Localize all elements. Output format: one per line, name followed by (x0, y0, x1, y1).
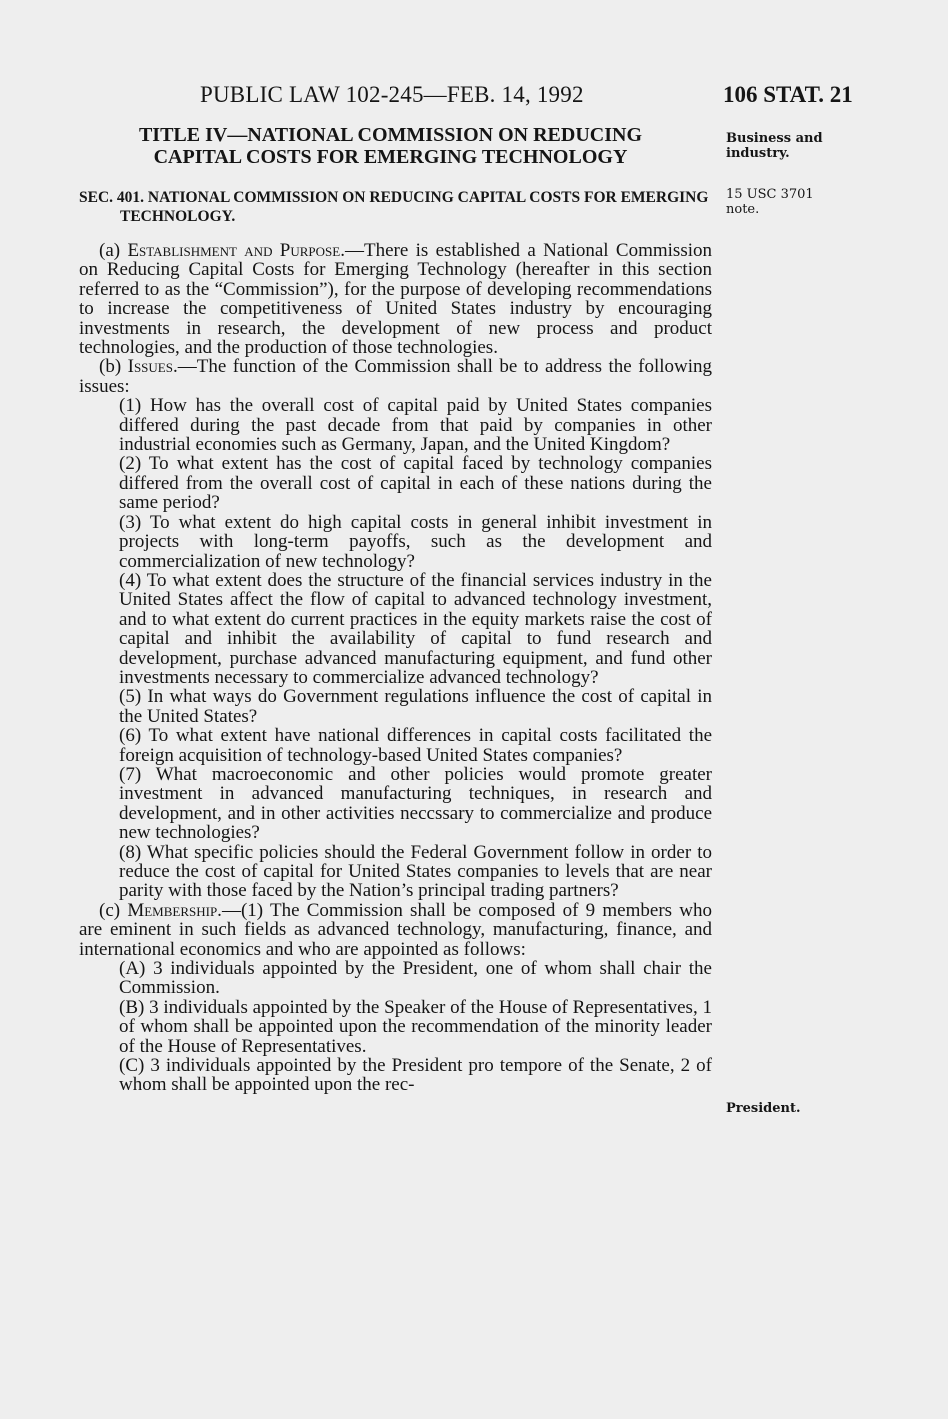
subsection-c-caption: Membership. (127, 899, 222, 921)
member-item: (B) 3 individuals appointed by the Speaker of the House of Representatives, 1 of whom shall be appointed upon the recommendation of the minority leader of the House of Representatives. (119, 996, 712, 1057)
title-heading (99, 124, 682, 168)
issue-item: (7) What macroeconomic and other policies would promote greater investment in advanced manufacturing techniques, in research and development, and in other activities neccssary to commercialize and produce new technologies? (119, 763, 712, 844)
member-item: (A) 3 individuals appointed by the President, one of whom shall chair the Commission. (119, 958, 712, 999)
margin-note-usc: 15 USC 3701 note. (726, 187, 814, 217)
body-column (79, 124, 712, 1095)
issue-item: (3) To what extent do high capital costs in general inhibit investment in projects with long-term payoffs, such as the development and commercialization of new technology? (119, 511, 712, 572)
title-line-2: CAPITAL COSTS FOR EMERGING TECHNOLOGY (153, 146, 628, 168)
issue-item: (1) How has the overall cost of capital paid by United States companies differed during the past decade from that paid by companies in other industrial economies such as Germany, Japan, and the United Kingdom? (119, 395, 712, 456)
issue-item: (5) In what ways do Government regulations influence the cost of capital in the United States? (119, 686, 712, 727)
member-item: (C) 3 individuals appointed by the President pro tempore of the Senate, 2 of whom shall be appointed upon the rec- (119, 1055, 712, 1096)
issue-item: (8) What specific policies should the Federal Government follow in order to reduce the cost of capital for United States companies to levels that are near parity with those faced by the Nation’s principal trading partners? (119, 841, 712, 902)
section-text (79, 241, 712, 1095)
subsection-a-label: (a) (99, 240, 128, 261)
subsection-b-label: (b) (99, 356, 128, 378)
subsection-c (79, 901, 712, 959)
issue-item: (4) To what extent does the structure of the financial services industry in the United States affect the flow of capital to advanced technology investment, and to what extent do current practices in the equity markets raise the cost of capital and inhibit the availability of capital to fund research and development, purchase advanced manufacturing equipment, and fund other investments necessary to commercialize advanced technology? (119, 569, 712, 688)
running-title: PUBLIC LAW 102-245—FEB. 14, 1992 (200, 82, 584, 107)
issue-item: (2) To what extent has the cost of capital faced by technology companies differed from the overall cost of capital in each of these nations during the same period? (119, 453, 712, 514)
subsection-c-label: (c) (99, 899, 128, 921)
title-line-1: TITLE IV—NATIONAL COMMISSION ON REDUCING (138, 124, 643, 146)
subsection-b-caption: Issues. (127, 356, 178, 378)
margin-note-president: President. (726, 1101, 801, 1116)
issue-item: (6) To what extent have national differences in capital costs facilitated the foreign acquisition of technology-based United States companies? (119, 725, 712, 766)
subsection-a (79, 241, 712, 357)
section-heading: SEC. 401. NATIONAL COMMISSION ON REDUCING CAPITAL COSTS FOR EMERGING TECHNOLOGY. (79, 189, 709, 225)
subsection-b (79, 357, 712, 396)
subsection-c-text: —(1) The Commission shall be composed of 9 members who are eminent in such fields as advanced technology, manufacturing, finance, and international economics and who are appointed as follows: (79, 899, 712, 960)
subsection-b-text: —The function of the Commission shall be to address the following issues: (79, 356, 712, 397)
subsection-a-caption: Establishment and Purpose. (127, 240, 345, 261)
page-header (0, 82, 948, 112)
statute-page-reference: 106 STAT. 21 (723, 82, 853, 107)
margin-note-business: Business and industry. (726, 131, 823, 161)
subsection-a-text: —There is established a National Commission on Reducing Capital Costs for Emerging Technology (hereafter in this section referred to as the “Commission”), for the purpose of developing recommendations to increase the competitiveness of United States industry by encouraging investments in research, the development of new process and product technologies, and the production of those technologies. (79, 240, 712, 359)
